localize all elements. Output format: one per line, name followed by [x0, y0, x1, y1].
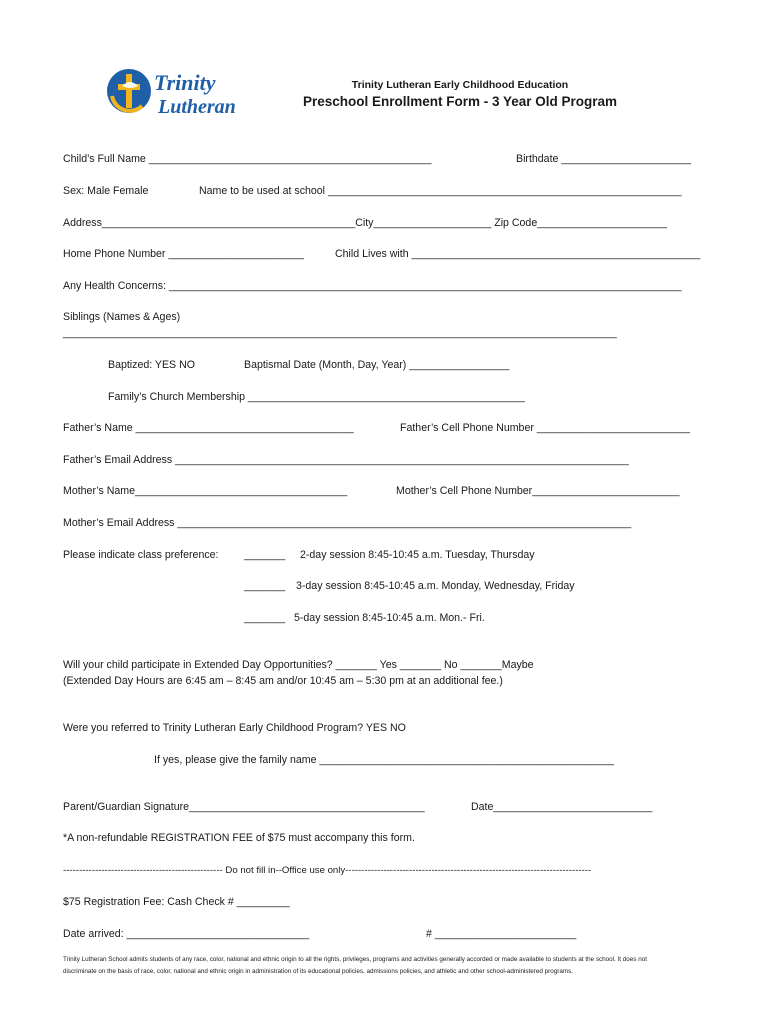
logo-word-lutheran: Lutheran: [158, 96, 236, 118]
child-name-field[interactable]: Child’s Full Name ________________________________________________: [63, 153, 432, 165]
mother-cell-field[interactable]: Mother’s Cell Phone Number_________________________: [396, 485, 680, 497]
home-phone-field[interactable]: Home Phone Number _______________________: [63, 248, 304, 260]
church-field[interactable]: Family’s Church Membership _______________________________________________: [108, 391, 525, 403]
class-option-2day: 2-day session 8:45-10:45 a.m. Tuesday, Thursday: [300, 549, 535, 561]
class-option-blank[interactable]: _______: [244, 580, 286, 592]
date-arrived-field[interactable]: Date arrived: _______________________________: [63, 928, 310, 940]
father-name-field[interactable]: Father’s Name _____________________________________: [63, 422, 354, 434]
registration-fee-field[interactable]: $75 Registration Fee: Cash Check # _________: [63, 896, 290, 908]
signature-date-field[interactable]: Date___________________________: [471, 801, 653, 813]
logo-word-trinity: Trinity: [154, 70, 216, 95]
fee-note: *A non-refundable REGISTRATION FEE of $75 must accompany this form.: [63, 832, 415, 844]
baptismal-date-field[interactable]: Baptismal Date (Month, Day, Year) _________________: [244, 359, 510, 371]
class-option-blank[interactable]: _______: [244, 612, 286, 624]
health-field[interactable]: Any Health Concerns: _______________________________________________________________________________________: [63, 280, 682, 292]
father-cell-field[interactable]: Father’s Cell Phone Number __________________________: [400, 422, 690, 434]
extended-day-question[interactable]: Will your child participate in Extended Day Opportunities? _______ Yes _______ No _______Maybe: [63, 659, 534, 671]
class-option-blank[interactable]: _______: [244, 549, 286, 561]
sex-options[interactable]: Sex: Male Female: [63, 185, 149, 197]
siblings-line[interactable]: ______________________________________________________________________________________________: [63, 327, 617, 339]
notice-line-2: discriminate on the basis of race, color, national and ethnic origin in administration of its educational policies, admissions policies, and athletic and other school-administered programs.: [63, 968, 573, 975]
name-used-field[interactable]: Name to be used at school ____________________________________________________________: [199, 185, 682, 197]
referred-question[interactable]: Were you referred to Trinity Lutheran Early Childhood Program? YES NO: [63, 722, 406, 734]
trinity-lutheran-logo: [106, 66, 251, 118]
siblings-label: Siblings (Names & Ages): [63, 311, 181, 323]
mother-email-field[interactable]: Mother’s Email Address _____________________________________________________________________________: [63, 517, 632, 529]
class-pref-label: Please indicate class preference:: [63, 549, 219, 561]
notice-line-1: Trinity Lutheran School admits students of any race, color, national and ethnic origin to all the rights, privileges, programs and activities generally accorded or made available to students at the school. It does not: [63, 956, 647, 963]
father-email-field[interactable]: Father’s Email Address _____________________________________________________________________________: [63, 454, 629, 466]
baptized-options[interactable]: Baptized: YES NO: [108, 359, 195, 371]
mother-name-field[interactable]: Mother’s Name____________________________________: [63, 485, 348, 497]
form-title: Preschool Enrollment Form - 3 Year Old Program: [302, 94, 618, 109]
birthdate-field[interactable]: Birthdate ______________________: [516, 153, 691, 165]
class-option-3day: 3-day session 8:45-10:45 a.m. Monday, Wednesday, Friday: [296, 580, 575, 592]
extended-day-note: (Extended Day Hours are 6:45 am – 8:45 am and/or 10:45 am – 5:30 pm at an additional fee.): [63, 675, 503, 687]
signature-field[interactable]: Parent/Guardian Signature________________________________________: [63, 801, 425, 813]
nondiscrimination-notice: [63, 954, 713, 978]
org-name: Trinity Lutheran Early Childhood Education: [351, 79, 569, 91]
office-use-divider: -------------------------------------------------- Do not fill in--Office use only-----------------------------------------------------------------------------: [63, 865, 592, 876]
address-field[interactable]: Address___________________________________________City____________________ Zip Code______________________: [63, 217, 667, 229]
class-option-5day: 5-day session 8:45-10:45 a.m. Mon.- Fri.: [294, 612, 485, 624]
number-field[interactable]: # ________________________: [426, 928, 577, 940]
referred-family-field[interactable]: If yes, please give the family name __________________________________________________: [154, 754, 615, 766]
child-lives-field[interactable]: Child Lives with _________________________________________________: [335, 248, 701, 260]
